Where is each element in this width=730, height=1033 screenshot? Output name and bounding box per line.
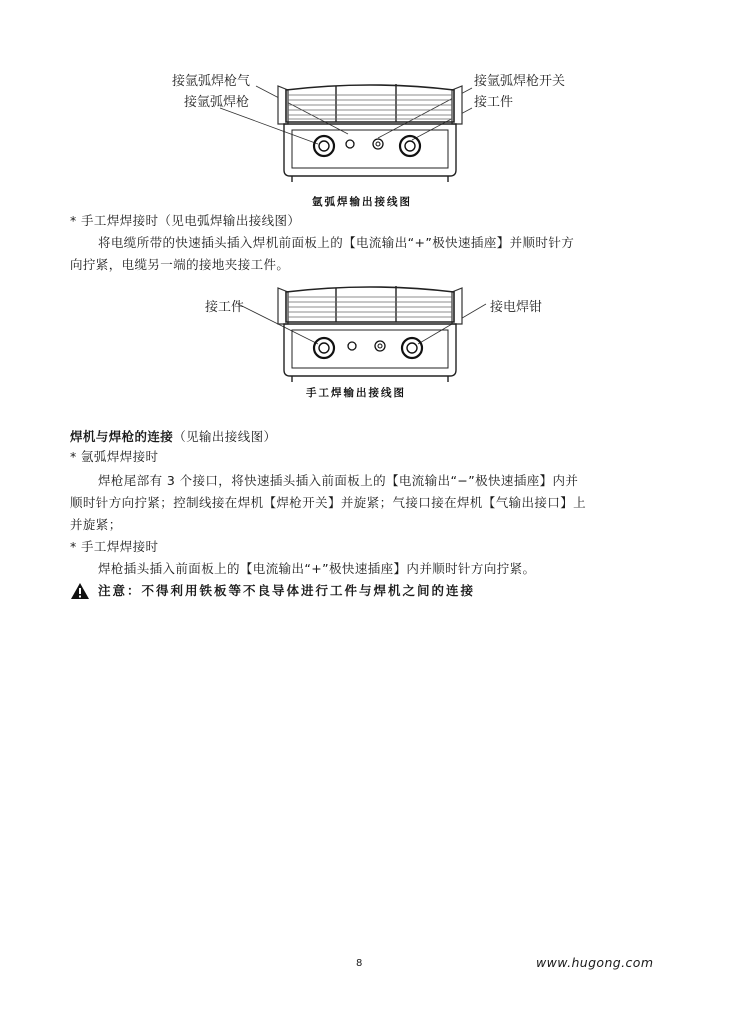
label-torch-switch: 接氩弧焊枪开关 (474, 74, 566, 89)
figure1-caption: 氩弧焊输出接线图 (312, 196, 412, 208)
figure2-caption: 手工焊输出接线图 (306, 387, 406, 399)
argon-welding-line3: 并旋紧； (70, 517, 122, 532)
machine-top-vents-2 (286, 286, 454, 322)
machine-front-panel-2 (284, 324, 456, 382)
manual-welding-line1: 将电缆所带的快速插头插入焊机前面板上的【电流输出“+”极快速插座】并顺时针方 (98, 235, 575, 250)
tig-wiring-diagram (160, 66, 580, 192)
argon-welding-line2: 顺时针方向拧紧；控制线接在焊机【焊枪开关】并旋紧；气接口接在焊机【气输出接口】上 (70, 495, 587, 510)
label-torch: 接氩弧焊枪 (184, 95, 250, 110)
argon-welding-subheading: * 氩弧焊焊接时 (70, 449, 159, 464)
footer-url[interactable]: www.hugong.com (536, 955, 654, 970)
machine-top-vents (286, 84, 454, 122)
label-torch-gas: 接氩弧焊枪气 (172, 74, 251, 89)
connection-heading-bold: 焊机与焊枪的连接 (70, 429, 174, 444)
mma-wiring-diagram (160, 282, 580, 382)
page-number: 8 (356, 958, 363, 969)
warning-text: 注意：不得利用铁板等不良导体进行工件与焊机之间的连接 (98, 583, 476, 598)
label-workpiece: 接工件 (474, 95, 514, 110)
label-electrode-holder: 接电焊钳 (490, 300, 543, 315)
warning-icon (70, 582, 90, 600)
label-workpiece-2: 接工件 (205, 300, 245, 315)
machine-handles-2 (278, 288, 462, 324)
argon-welding-line1: 焊枪尾部有 3 个接口，将快速插头插入前面板上的【电流输出“−”极快速插座】内并 (98, 473, 579, 488)
output-terminals (314, 136, 420, 156)
machine-front-panel (284, 124, 456, 182)
output-terminals-2 (314, 338, 422, 358)
connection-heading-note: （见输出接线图） (173, 429, 277, 444)
connection-heading (70, 426, 276, 448)
manual-welding-line2: 向拧紧，电缆另一端的接地夹接工件。 (70, 257, 290, 272)
manual-welding-subheading: * 手工焊焊接时 (70, 539, 159, 554)
manual-welding-heading: * 手工焊焊接时（见电弧焊输出接线图） (70, 213, 301, 228)
manual-welding-instruction: 焊枪插头插入前面板上的【电流输出“+”极快速插座】内并顺时针方向拧紧。 (98, 561, 536, 576)
